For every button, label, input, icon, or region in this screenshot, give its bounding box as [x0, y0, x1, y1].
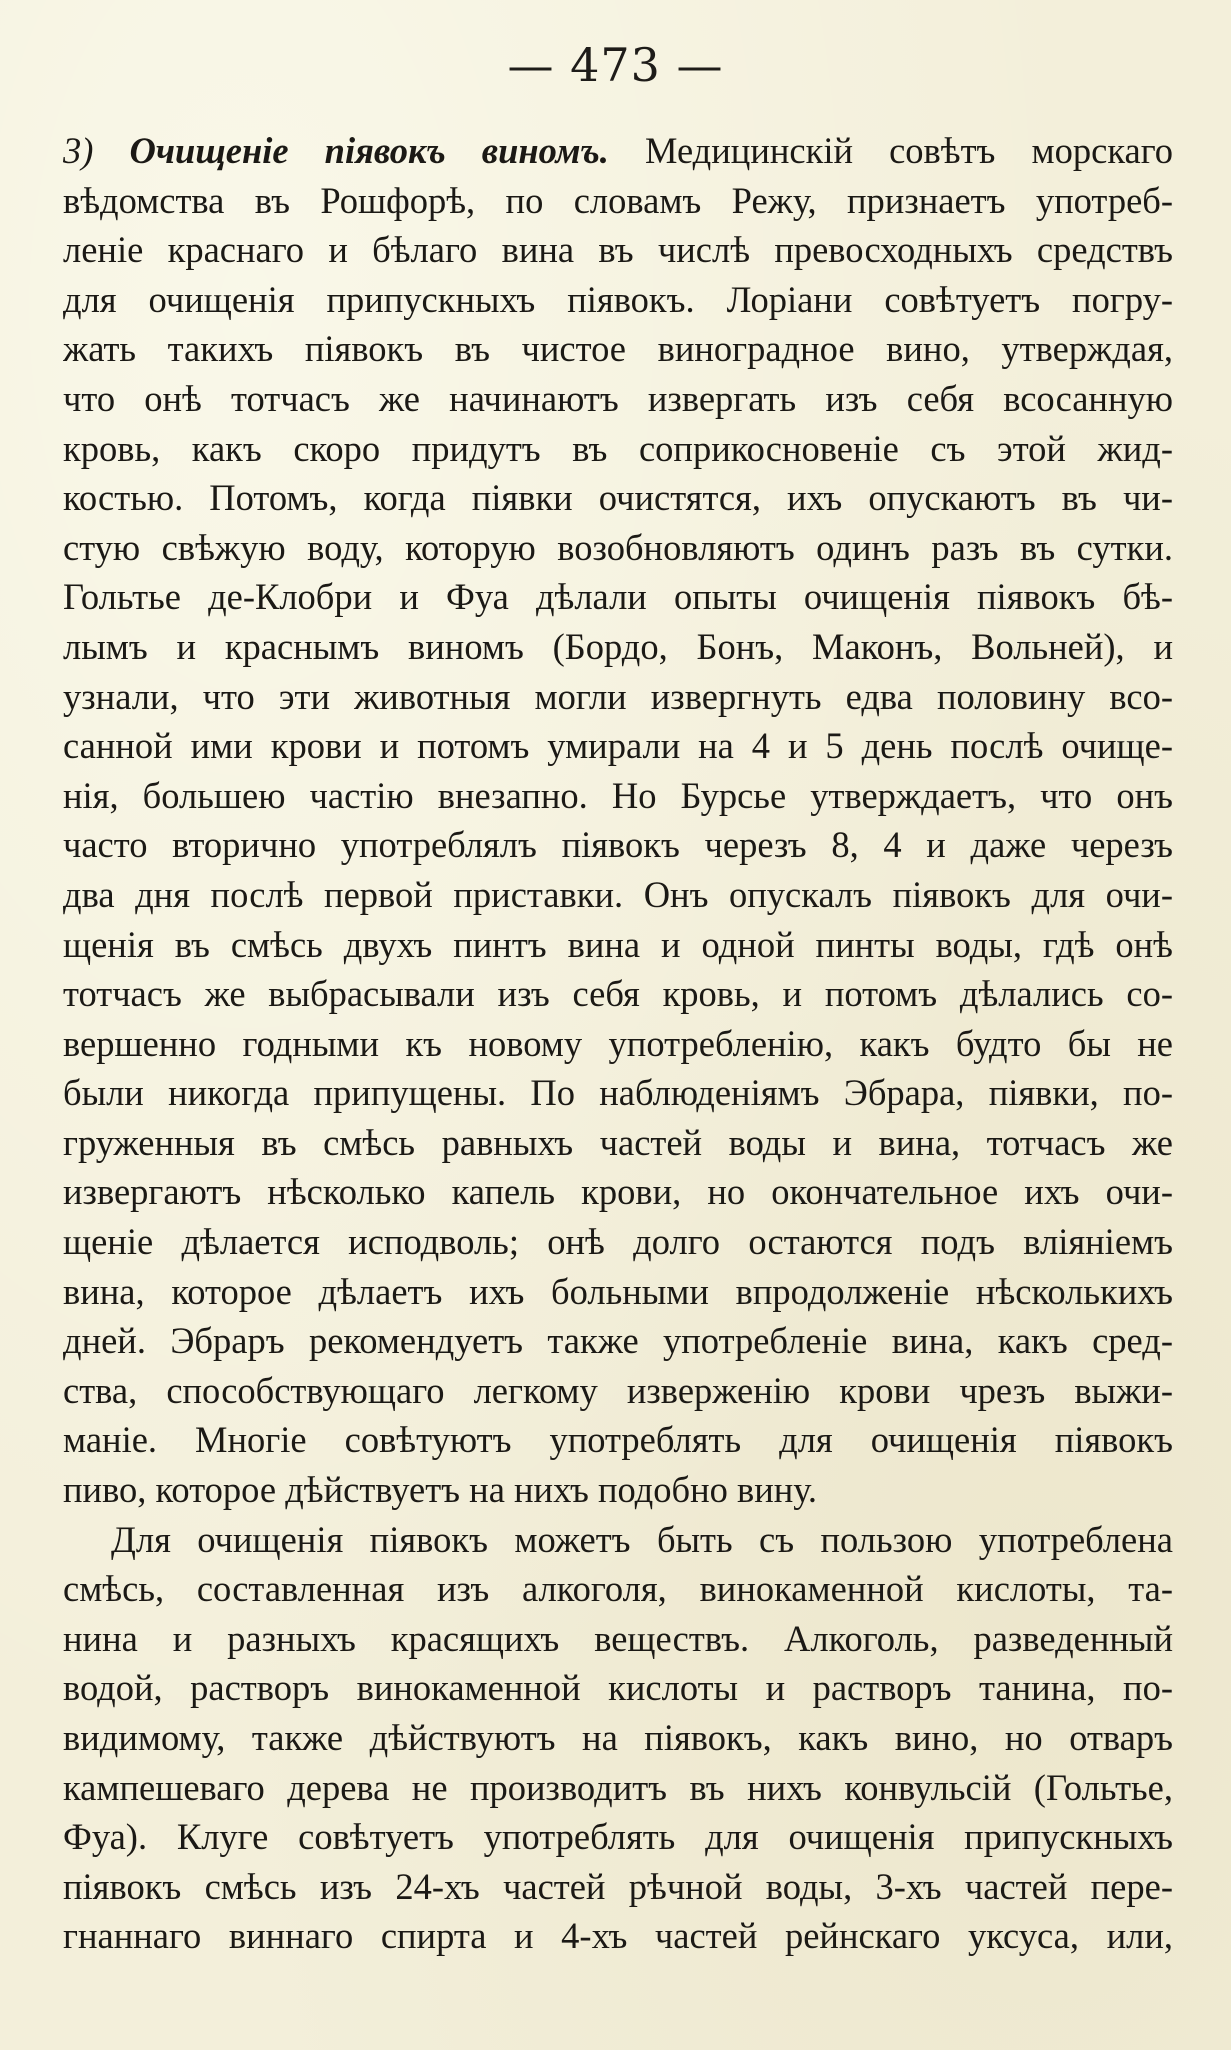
text-line	[63, 1217, 1173, 1267]
line-text: пиво, которое дѣйствуетъ на нихъ подобно вину.	[63, 1469, 818, 1511]
text-line	[63, 920, 1173, 970]
text-line	[63, 473, 1173, 523]
line-text: смѣсь, составленная изъ алкоголя, винокаменной кислоты, та-	[63, 1568, 1173, 1610]
text-line	[63, 1911, 1173, 1961]
line-text: Фуа). Клуге совѣтуетъ употреблять для очищенiя припускныхъ	[63, 1816, 1173, 1858]
line-text: вершенно годными къ новому употребленiю, какъ будто бы не	[63, 1022, 1173, 1064]
line-text: были никогда припущены. По наблюденiямъ Эбрара, пiявки, по-	[63, 1072, 1173, 1114]
line-text: кровь, какъ скоро придутъ въ соприкосновенiе съ этой жид-	[63, 427, 1173, 469]
line-text: ства, способствующаго легкому изверженiю крови чрезъ выжи-	[63, 1369, 1173, 1411]
line-text: дней. Эбраръ рекомендуетъ также употребленiе вина, какъ сред-	[63, 1320, 1173, 1362]
line-text: лымъ и краснымъ виномъ (Бордо, Бонъ, Маконъ, Вольней), и	[63, 625, 1173, 667]
line-text: для очищенiя припускныхъ пiявокъ. Лорiани совѣтуетъ погру-	[63, 278, 1173, 320]
text-line	[63, 176, 1173, 226]
line-text: кампешеваго дерева не производитъ въ нихъ конвульсiй (Гольтье,	[63, 1766, 1173, 1808]
text-line	[63, 374, 1173, 424]
line-text: узнали, что эти животныя могли извергнуть едва половину всо-	[63, 675, 1173, 717]
line-text: Гольтье де-Клобри и Фуа дѣлали опыты очищенiя пiявокъ бѣ-	[63, 576, 1173, 618]
text-line	[63, 523, 1173, 573]
section-number: 3)	[63, 130, 130, 171]
text-line	[63, 870, 1173, 920]
line-text: гнаннаго виннаго спирта и 4-хъ частей рейнскаго уксуса, или,	[63, 1915, 1173, 1957]
line-text: щенiе дѣлается исподволь; онѣ долго остаются подъ влiянiемъ	[63, 1221, 1173, 1263]
text-line	[63, 969, 1173, 1019]
text-line	[63, 1316, 1173, 1366]
line-text: нiя, большею частiю внезапно. Но Бурсье утверждаетъ, что онъ	[63, 774, 1173, 816]
line-text: манiе. Многiе совѣтуютъ употреблять для очищенiя пiявокъ	[63, 1419, 1173, 1461]
line-text: Для очищенiя пiявокъ можетъ быть съ пользою употреблена	[111, 1518, 1173, 1560]
text-line	[63, 1812, 1173, 1862]
text-line	[63, 820, 1173, 870]
line-text: щенiя въ смѣсь двухъ пинтъ вина и одной пинты воды, гдѣ онѣ	[63, 923, 1173, 965]
line-text: водой, растворъ винокаменной кислоты и растворъ танина, по-	[63, 1667, 1173, 1709]
text-line	[63, 1564, 1173, 1614]
text-line	[63, 572, 1173, 622]
line-text: тотчасъ же выбрасывали изъ себя кровь, и потомъ дѣлались со-	[63, 973, 1173, 1015]
text-line	[63, 1167, 1173, 1217]
text-line	[63, 1267, 1173, 1317]
line-text: санной ими крови и потомъ умирали на 4 и 5 день послѣ очище-	[63, 725, 1173, 767]
section-heading: Очищенiе пiявокъ виномъ.	[129, 130, 609, 171]
text-line	[63, 1415, 1173, 1465]
text-line	[63, 424, 1173, 474]
text-line	[63, 275, 1173, 325]
text-line	[63, 1862, 1173, 1912]
line-text: груженныя въ смѣсь равныхъ частей воды и вина, тотчасъ же	[63, 1121, 1173, 1163]
page-number: — 473 —	[507, 38, 724, 92]
line-text: стую свѣжую воду, которую возобновляютъ одинъ разъ въ сутки.	[63, 526, 1173, 568]
text-line	[63, 1118, 1173, 1168]
text-line	[63, 1366, 1173, 1416]
line-text: нина и разныхъ красящихъ веществъ. Алкоголь, разведенный	[63, 1617, 1173, 1659]
line-text: вѣдомства въ Рошфорѣ, по словамъ Режу, признаетъ употреб-	[63, 179, 1173, 221]
text-line	[63, 1614, 1173, 1664]
text-line	[63, 126, 1173, 176]
line-text: извергаютъ нѣсколько капель крови, но окончательное ихъ очи-	[63, 1171, 1173, 1213]
text-line	[63, 672, 1173, 722]
paragraph	[63, 1515, 1173, 1961]
line-text: Медицинскiй совѣтъ морскаго	[608, 130, 1173, 171]
line-text: костью. Потомъ, когда пiявки очистятся, ихъ опускаютъ въ чи-	[63, 477, 1173, 519]
text-line	[63, 1068, 1173, 1118]
line-text: вина, которое дѣлаетъ ихъ больными впродолженiе нѣсколькихъ	[63, 1270, 1173, 1312]
text-line	[63, 1019, 1173, 1069]
text-line	[63, 225, 1173, 275]
text-line	[63, 622, 1173, 672]
paragraph	[63, 126, 1173, 1515]
line-text: пiявокъ смѣсь изъ 24-хъ частей рѣчной воды, 3-хъ частей пере-	[63, 1865, 1173, 1907]
line-text: ленiе краснаго и бѣлаго вина въ числѣ превосходныхъ средствъ	[63, 229, 1173, 271]
line-text: два дня послѣ первой приставки. Онъ опускалъ пiявокъ для очи-	[63, 873, 1173, 915]
text-line	[63, 1763, 1173, 1813]
text-line	[63, 1663, 1173, 1713]
text-line	[63, 1713, 1173, 1763]
text-line	[63, 721, 1173, 771]
line-text: видимому, также дѣйствуютъ на пiявокъ, какъ вино, но отваръ	[63, 1717, 1173, 1758]
body-text	[63, 126, 1173, 1961]
text-line	[63, 1515, 1173, 1565]
text-line	[63, 771, 1173, 821]
text-line	[63, 324, 1173, 374]
line-text: жать такихъ пiявокъ въ чистое виноградное вино, утверждая,	[63, 328, 1173, 370]
line-text: часто вторично употреблялъ пiявокъ черезъ 8, 4 и даже черезъ	[63, 824, 1173, 866]
line-text: что онѣ тотчасъ же начинаютъ извергать изъ себя всосанную	[63, 377, 1173, 419]
text-line	[63, 1465, 1173, 1515]
